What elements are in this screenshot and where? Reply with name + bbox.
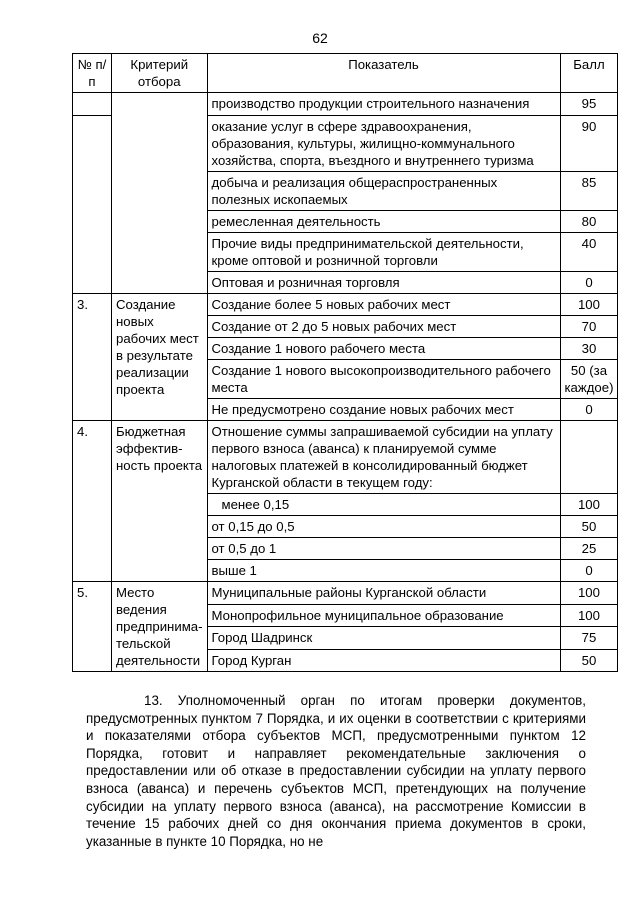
indicator-cell: оказание услуг в сфере здравоохранения, образования, культуры, жилищно-коммунального хозяйства, спорта, въездного и внутреннего туризма — [207, 116, 560, 172]
indicator-cell: Отношение суммы запрашиваемой субсидии на уплату первого взноса (аванса) к планируемой сумме налоговых платежей в консолидированный бюджет Курганской области в текущем году: — [207, 421, 560, 494]
criterion-cell — [112, 93, 208, 294]
num-cell: 4. — [73, 421, 112, 582]
indicator-cell: Город Курган — [207, 649, 560, 672]
header-indicator: Показатель — [207, 54, 560, 93]
score-cell: 100 — [560, 604, 618, 627]
header-num: № п/п — [73, 54, 112, 93]
indicator-cell: Создание 1 нового высокопроизводительного рабочего места — [207, 360, 560, 399]
score-cell: 85 — [560, 172, 618, 211]
indicator-cell: Прочие виды предпринимательской деятельности, кроме оптовой и розничной торговли — [207, 233, 560, 272]
indicator-cell: Создание более 5 новых рабочих мест — [207, 294, 560, 316]
criterion-cell: Создание новых рабочих мест в результате реализации проекта — [112, 294, 208, 421]
score-cell: 50 — [560, 649, 618, 672]
score-cell: 0 — [560, 272, 618, 294]
indicator-cell: производство продукции строительного назначения — [207, 93, 560, 116]
criterion-cell: Место ведения предпринима-тельской деятельности — [112, 582, 208, 672]
score-cell: 50 (за каждое) — [560, 360, 618, 399]
num-cell — [73, 93, 112, 116]
indicator-cell: от 0,15 до 0,5 — [207, 516, 560, 538]
body-paragraph: 13. Уполномоченный орган по итогам проверки документов, предусмотренных пунктом 7 Порядка, и их оценки в соответствии с критериями и показателями отбора субъектов МСП, предусмотренными пунктом 12 Порядка, готовит и направляет рекомендательные заключения о предоставлении или об отказе в предоставлении субсидии на уплату первого взноса (аванса) и перечень субъектов МСП, претендующих на получение субсидии на уплату первого взноса (аванса), на рассмотрение Комиссии в течение 15 рабочих дней со дня окончания приема документов в сроки, указанные в пункте 10 Порядка, но не — [86, 693, 586, 849]
score-cell: 90 — [560, 116, 618, 172]
header-criterion: Критерий отбора — [112, 54, 208, 93]
table-row — [73, 294, 618, 316]
score-cell: 100 — [560, 294, 618, 316]
criteria-table — [72, 53, 618, 672]
indicator-cell: менее 0,15 — [207, 494, 560, 516]
indicator-cell: Муниципальные районы Курганской области — [207, 582, 560, 605]
indicator-cell: выше 1 — [207, 560, 560, 582]
num-cell: 3. — [73, 294, 112, 421]
indicator-cell: Оптовая и розничная торговля — [207, 272, 560, 294]
indicator-cell: от 0,5 до 1 — [207, 538, 560, 560]
score-cell: 40 — [560, 233, 618, 272]
num-cell: 5. — [73, 582, 112, 672]
score-cell: 75 — [560, 627, 618, 650]
table-row — [73, 582, 618, 605]
indicator-cell: Монопрофильное муниципальное образование — [207, 604, 560, 627]
score-cell: 80 — [560, 211, 618, 233]
table-row — [73, 421, 618, 494]
score-cell: 25 — [560, 538, 618, 560]
indicator-cell: Не предусмотрено создание новых рабочих мест — [207, 399, 560, 421]
indicator-cell: ремесленная деятельность — [207, 211, 560, 233]
header-score: Балл — [560, 54, 618, 93]
page-number: 62 — [312, 30, 328, 46]
score-cell: 50 — [560, 516, 618, 538]
score-cell: 30 — [560, 338, 618, 360]
score-cell — [560, 421, 618, 494]
indicator-cell: добыча и реализация общераспространенных полезных ископаемых — [207, 172, 560, 211]
indicator-cell: Создание 1 нового рабочего места — [207, 338, 560, 360]
score-cell: 100 — [560, 582, 618, 605]
score-cell: 70 — [560, 316, 618, 338]
criterion-cell: Бюджетная эффектив-ность проекта — [112, 421, 208, 582]
num-cell — [73, 116, 112, 294]
score-cell: 0 — [560, 560, 618, 582]
indicator-cell: Создание от 2 до 5 новых рабочих мест — [207, 316, 560, 338]
score-cell: 100 — [560, 494, 618, 516]
score-cell: 95 — [560, 93, 618, 116]
score-cell: 0 — [560, 399, 618, 421]
indicator-cell: Город Шадринск — [207, 627, 560, 650]
table-row — [73, 93, 618, 116]
table-header-row — [73, 54, 618, 93]
